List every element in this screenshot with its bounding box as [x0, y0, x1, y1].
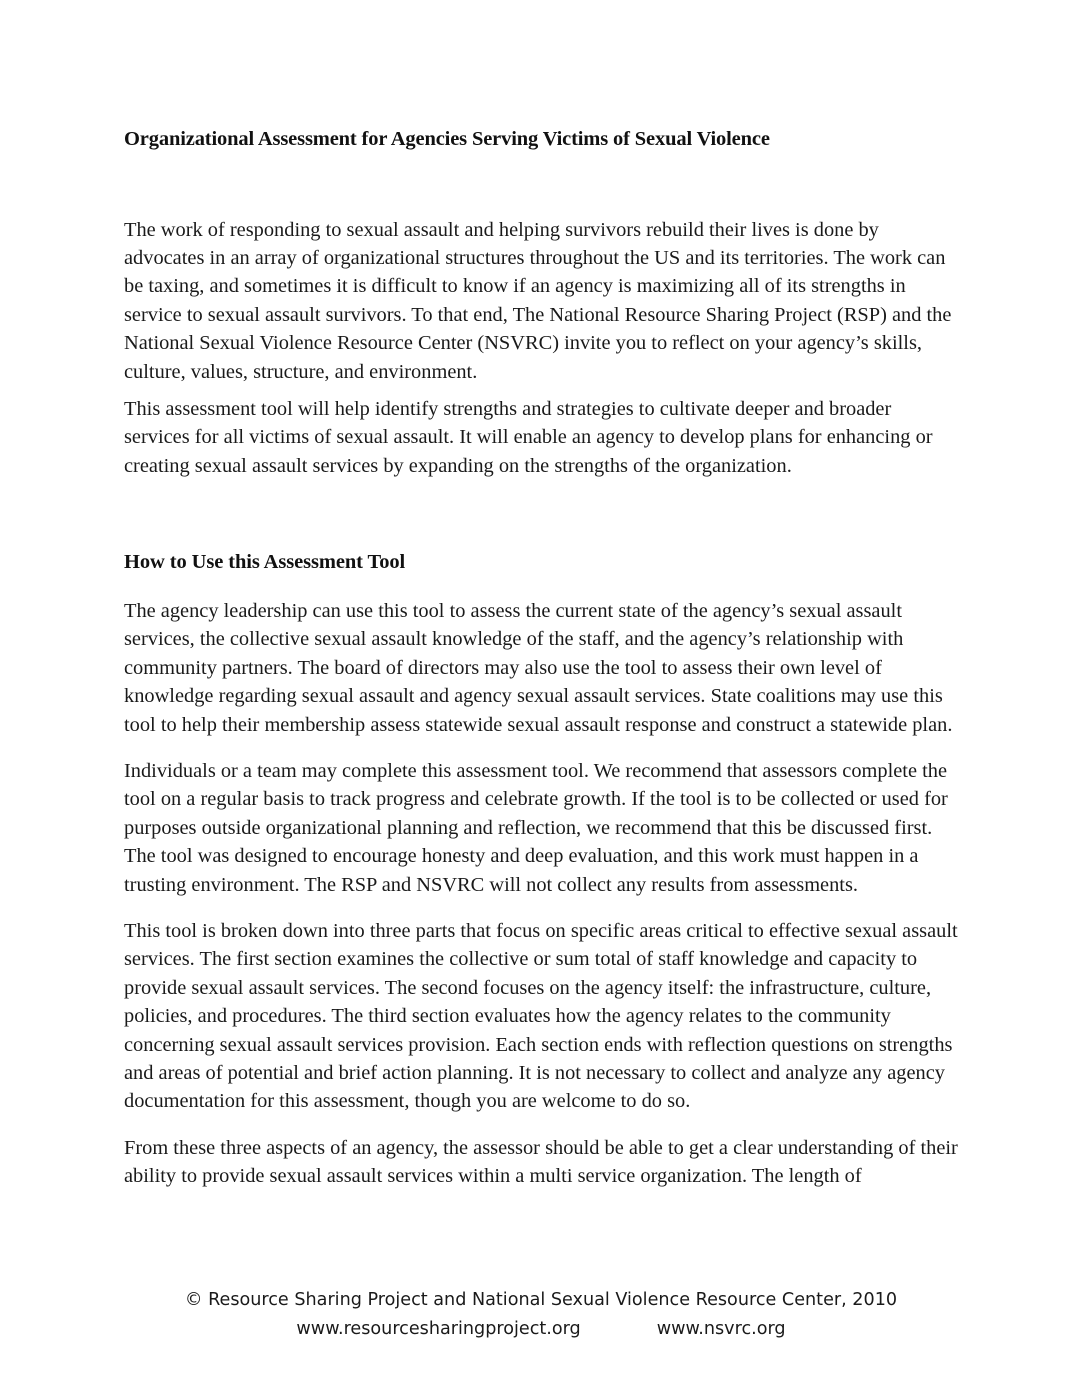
- spacer: [124, 480, 962, 549]
- spacer: [124, 739, 962, 757]
- page-footer: [0, 1286, 1082, 1344]
- footer-copyright: © Resource Sharing Project and National Sexual Violence Resource Center, 2010: [184, 1290, 898, 1310]
- footer-url-row: [296, 1315, 785, 1344]
- section-paragraph-4: From these three aspects of an agency, the assessor should be able to get a clear understanding of their ability to provide sexual assault services within a multi service organization. The length of: [124, 1136, 958, 1188]
- section-paragraph-3: This tool is broken down into three parts that focus on specific areas critical to effective sexual assault services. The first section examines the collective or sum total of staff knowledge and capacity to provide sexual assault services. The second focuses on the agency itself: the infrastructure, culture, policies, and procedures. The third section evaluates how the agency relates to the community concerning sexual assault services provision. Each section ends with reflection questions on strengths and areas of potential and brief action planning. It is not necessary to collect and analyze any agency documentation for this assessment, though you are welcome to do so.: [124, 920, 958, 1113]
- intro-paragraph-1: The work of responding to sexual assault and helping survivors rebuild their lives is done by advocates in an array of organizational structures throughout the US and its territories. The work can be taxing, and sometimes it is difficult to know if an agency is maximizing all of its strengths in service to sexual assault survivors. To that end, The National Resource Sharing Project (RSP) and the National Sexual Violence Resource Center (NSVRC) invite you to reflect on your agency’s skills, culture, values, structure, and environment.: [124, 218, 952, 383]
- intro-paragraph-2: This assessment tool will help identify strengths and strategies to cultivate deeper and broader services for all victims of sexual assault. It will enable an agency to develop plans for enhancing or creating sexual assault services by expanding on the strengths of the organization.: [124, 398, 933, 477]
- footer-link-resourcesharingproject[interactable]: www.resourcesharingproject.org: [296, 1319, 581, 1339]
- page-title: Organizational Assessment for Agencies Serving Victims of Sexual Violence: [124, 128, 770, 150]
- section-paragraph-2: Individuals or a team may complete this assessment tool. We recommend that assessors complete the tool on a regular basis to track progress and celebrate growth. If the tool is to be collected or used for purposes outside organizational planning and reflection, we recommend that this be discussed first. The tool was designed to encourage honesty and deep evaluation, and this work must happen in a trusting environment. The RSP and NSVRC will not collect any results from assessments.: [124, 759, 948, 896]
- document-body: [124, 0, 962, 1191]
- spacer: [124, 386, 962, 395]
- spacer: [124, 1116, 962, 1134]
- section-paragraph-1: The agency leadership can use this tool to assess the current state of the agency’s sexual assault services, the collective sexual assault knowledge of the staff, and the agency’s relationship with community partners. The board of directors may also use the tool to assess their own level of knowledge regarding sexual assault and agency sexual assault services. State coalitions may use this tool to help their membership assess statewide sexual assault response and construct a statewide plan.: [124, 599, 953, 736]
- footer-link-nsvrc[interactable]: www.nsvrc.org: [656, 1319, 786, 1339]
- spacer: [124, 576, 962, 597]
- spacer: [124, 153, 962, 216]
- spacer: [124, 899, 962, 917]
- section-heading-how-to-use: How to Use this Assessment Tool: [124, 551, 406, 574]
